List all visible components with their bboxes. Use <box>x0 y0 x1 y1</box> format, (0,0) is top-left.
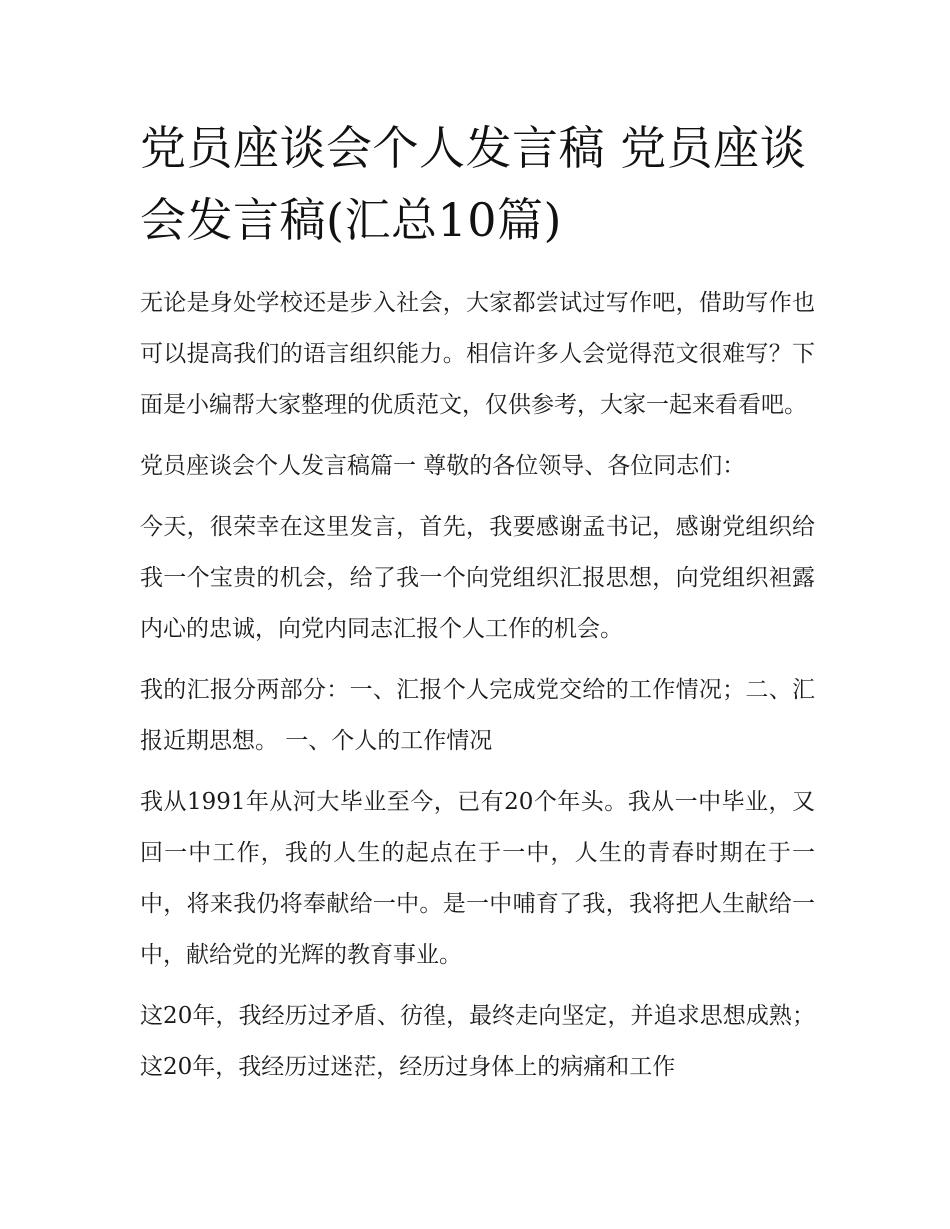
body-paragraph: 我从1991年从河大毕业至今，已有20个年头。我从一中毕业，又回一中工作，我的人生的起点在于一中，人生的青春时期在于一中，将来我仍将奉献给一中。是一中哺育了我，我将把人生献给一中，献给党的光辉的教育事业。 <box>140 789 815 968</box>
document-title: 党员座谈会个人发言稿 党员座谈会发言稿(汇总10篇) <box>140 121 807 247</box>
body-paragraph: 这20年，我经历过矛盾、彷徨，最终走向坚定，并追求思想成熟；这20年，我经历过迷茫，经历过身体上的病痛和工作 <box>140 1003 815 1080</box>
intro-paragraph: 无论是身处学校还是步入社会，大家都尝试过写作吧，借助写作也可以提高我们的语言组织能力。相信许多人会觉得范文很难写？下面是小编帮大家整理的优质范文，仅供参考，大家一起来看看吧。 <box>140 290 815 418</box>
document-body <box>140 112 815 1103</box>
section-heading-paragraph: 党员座谈会个人发言稿篇一 尊敬的各位领导、各位同志们： <box>140 453 746 479</box>
body-paragraph: 我的汇报分两部分：一、汇报个人完成党交给的工作情况；二、汇报近期思想。 一、个人的工作情况 <box>140 677 815 754</box>
body-paragraph: 今天，很荣幸在这里发言，首先，我要感谢孟书记，感谢党组织给我一个宝贵的机会，给了我一个向党组织汇报思想，向党组织袒露内心的忠诚，向党内同志汇报个人工作的机会。 <box>140 514 815 642</box>
